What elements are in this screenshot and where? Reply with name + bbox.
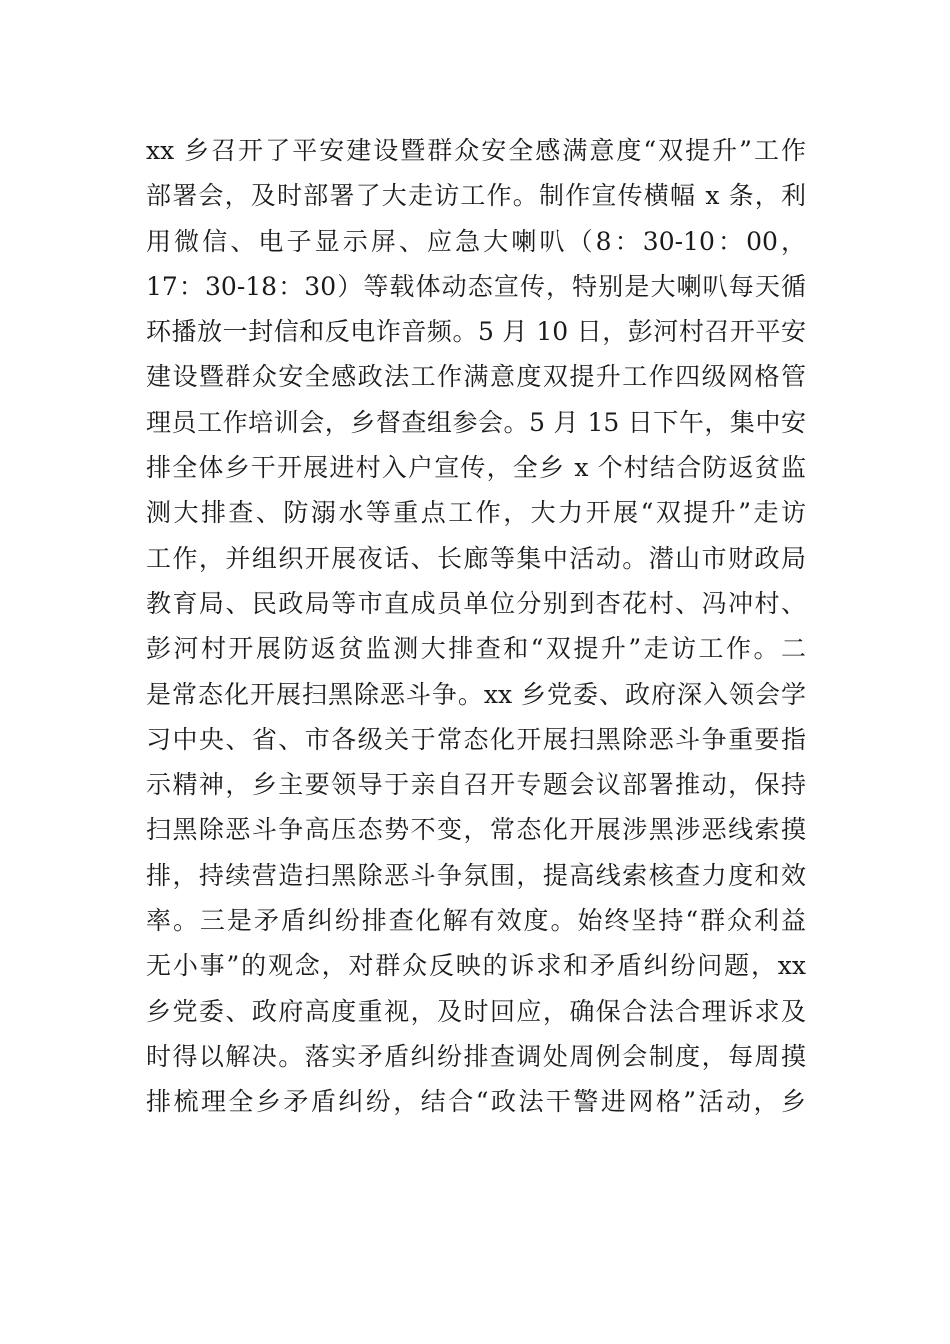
text-line: 排全体乡干开展进村入户宣传，全乡 x 个村结合防返贫监: [146, 453, 806, 483]
text-line: 测大排查、防溺水等重点工作，大力开展“双提升”走访: [146, 498, 806, 528]
text-line: 排，持续营造扫黑除恶斗争氛围，提高线索核查力度和效: [146, 860, 806, 890]
text-line: 时得以解决。落实矛盾纠纷排查调处周例会制度，每周摸: [146, 1041, 806, 1071]
text-line: xx 乡召开了平安建设暨群众安全感满意度“双提升”工作: [146, 136, 806, 165]
text-line: 工作，并组织开展夜话、长廊等集中活动。潜山市财政局: [146, 543, 806, 573]
text-line: 用微信、电子显示屏、应急大喇叭（8：30-10：00，: [146, 226, 806, 256]
text-line: 乡党委、政府高度重视，及时回应，确保合法合理诉求及: [146, 996, 806, 1026]
body-paragraph: [146, 128, 806, 1125]
text-line: 排梳理全乡矛盾纠纷，结合“政法干警进网格”活动，乡: [146, 1087, 806, 1117]
text-line: 彭河村开展防返贫监测大排查和“双提升”走访工作。二: [146, 634, 806, 664]
text-line: 部署会，及时部署了大走访工作。制作宣传横幅 x 条，利: [146, 181, 806, 211]
text-line: 教育局、民政局等市直成员单位分别到杏花村、冯冲村、: [146, 588, 806, 618]
text-line: 率。三是矛盾纠纷排查化解有效度。始终坚持“群众利益: [146, 906, 806, 936]
text-line: 环播放一封信和反电诈音频。5 月 10 日，彭河村召开平安: [146, 317, 806, 347]
text-line: 是常态化开展扫黑除恶斗争。xx 乡党委、政府深入领会学: [146, 679, 806, 709]
text-line: 扫黑除恶斗争高压态势不变，常态化开展涉黑涉恶线索摸: [146, 815, 806, 845]
text-line: 理员工作培训会，乡督查组参会。5 月 15 日下午，集中安: [146, 407, 806, 437]
text-line: 17：30-18：30）等载体动态宣传，特别是大喇叭每天循: [146, 271, 806, 301]
text-line: 习中央、省、市各级关于常态化开展扫黑除恶斗争重要指: [146, 724, 806, 754]
text-line: 示精神，乡主要领导于亲自召开专题会议部署推动，保持: [146, 770, 806, 800]
text-line: 无小事”的观念，对群众反映的诉求和矛盾纠纷问题，xx: [146, 951, 806, 981]
text-line: 建设暨群众安全感政法工作满意度双提升工作四级网格管: [146, 362, 806, 392]
